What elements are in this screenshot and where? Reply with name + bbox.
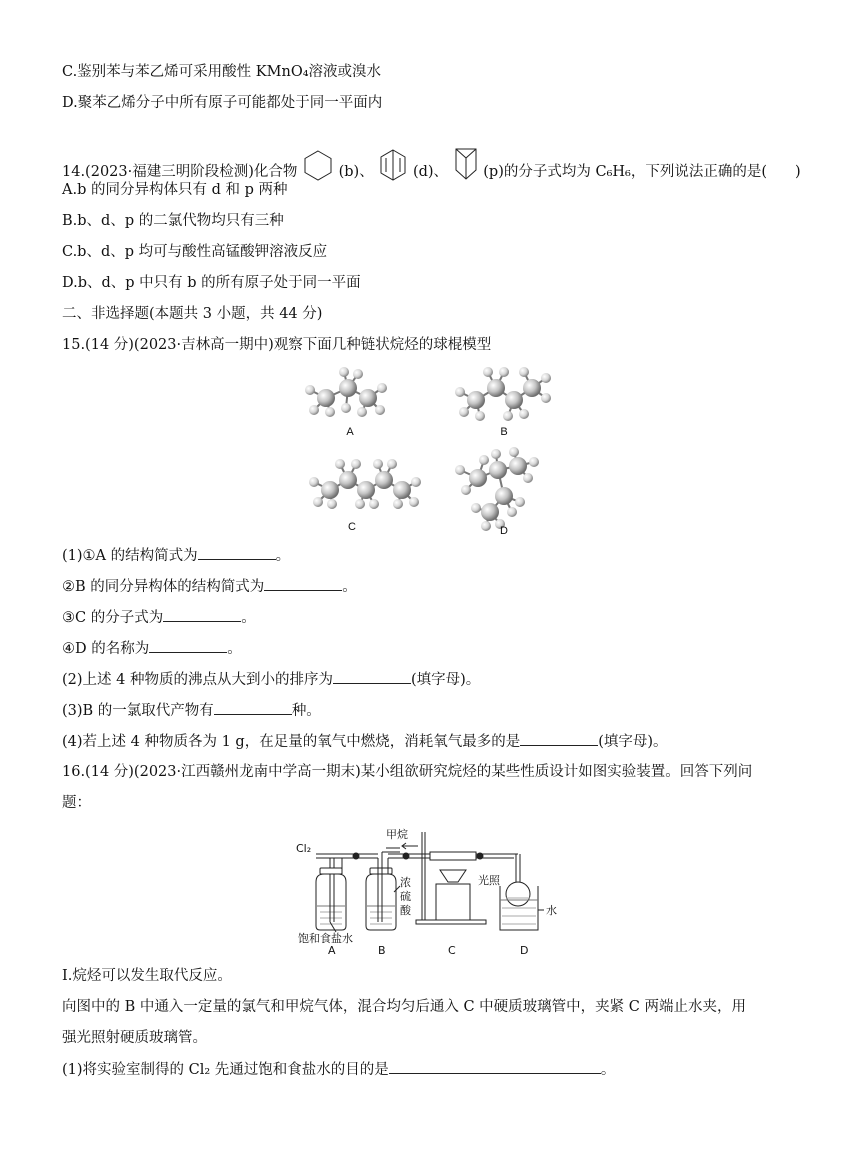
model-d: [455, 447, 539, 531]
q14-prefix: 14.(2023·福建三明阶段检测)化合物: [62, 164, 298, 180]
experiment-apparatus-figure: [290, 822, 560, 956]
answer-blank-4[interactable]: [520, 731, 598, 746]
question-16-stem-line1: 16.(14 分)(2023·江西赣州龙南中学高一期末)某小组欲研究烷烃的某些性质设计如图实验装置。回答下列问: [62, 764, 753, 780]
question-15-stem: 15.(14 分)(2023·吉林高一期中)观察下面几种链状烷烃的球棍模型: [62, 337, 492, 353]
model-d-label: D: [500, 525, 508, 537]
q15-1-a: (1)①A 的结构简式为 。: [62, 545, 290, 566]
q15-1-b: ②B 的同分异构体的结构简式为 。: [62, 576, 357, 597]
benzene-structure-b-icon: [302, 148, 334, 182]
q15-1-c: ③C 的分子式为 。: [62, 607, 256, 628]
ball-and-stick-models-figure: [300, 362, 560, 538]
q15-2: (2)上述 4 种物质的沸点从大到小的排序为 (填字母)。: [62, 669, 480, 690]
option-c-line: C.鉴别苯与苯乙烯可采用酸性 KMnO₄溶液或溴水: [62, 64, 382, 80]
label-c: C: [448, 944, 456, 956]
label-d: D: [520, 944, 529, 956]
model-a: [305, 367, 387, 417]
label-conc-acid-3: 酸: [400, 904, 411, 917]
answer-blank-1d[interactable]: [149, 638, 227, 653]
label-cl2: Cl₂: [296, 842, 312, 855]
answer-blank-2[interactable]: [333, 669, 411, 684]
q14-b-label: (b)、: [338, 164, 374, 180]
model-b: [455, 367, 551, 421]
q15-1-d: ④D 的名称为 。: [62, 638, 242, 659]
q14-option-b: B.b、d、p 的二氯代物均只有三种: [62, 213, 284, 229]
question-16-stem-line2: 题：: [62, 795, 91, 811]
model-c-label: C: [348, 521, 356, 533]
answer-blank-1a[interactable]: [198, 545, 276, 560]
label-b: B: [378, 944, 386, 956]
label-salt-water: 饱和食盐水: [298, 932, 353, 945]
answer-blank-1c[interactable]: [163, 607, 241, 622]
label-conc-acid-1: 浓: [400, 876, 411, 889]
option-d-line: D.聚苯乙烯分子中所有原子可能都处于同一平面内: [62, 95, 383, 111]
q14-suffix: (p)的分子式均为 C₆H₆，下列说法正确的是(: [483, 164, 767, 180]
answer-blank-3[interactable]: [214, 700, 292, 715]
part-1-heading: Ⅰ.烷烃可以发生取代反应。: [62, 968, 232, 984]
q14-d-label: (d)、: [412, 164, 449, 180]
label-methane: 甲烷: [386, 828, 408, 841]
q14-option-c: C.b、d、p 均可与酸性高锰酸钾溶液反应: [62, 244, 328, 260]
prismane-structure-p-icon: [453, 146, 479, 182]
description-line1: 向图中的 B 中通入一定量的氯气和甲烷气体，混合均匀后通入 C 中硬质玻璃管中，夹紧 C 两端止水夹，用: [62, 999, 746, 1015]
q15-3: (3)B 的一氯取代产物有 种。: [62, 700, 321, 721]
dewar-benzene-structure-d-icon: [378, 148, 408, 182]
q16-1: (1)将实验室制得的 Cl₂ 先通过饱和食盐水的目的是 。: [62, 1059, 615, 1080]
q15-4: (4)若上述 4 种物质各为 1 g，在足量的氧气中燃烧，消耗氧气最多的是 (填字母)。: [62, 731, 668, 752]
model-c: [309, 459, 421, 509]
label-water: 水: [546, 904, 557, 917]
question-14-stem: [62, 146, 801, 182]
model-b-label: B: [500, 426, 508, 438]
q14-close: ): [795, 164, 801, 180]
label-light: 光照: [478, 874, 500, 887]
q14-option-a: A.b 的同分异构体只有 d 和 p 两种: [62, 182, 288, 198]
description-line2: 强光照射硬质玻璃管。: [62, 1030, 207, 1046]
label-a: A: [328, 944, 336, 956]
q14-option-d: D.b、d、p 中只有 b 的所有原子处于同一平面: [62, 275, 361, 291]
answer-blank-1b[interactable]: [264, 576, 342, 591]
label-conc-acid-2: 硫: [400, 890, 411, 903]
section-2-heading: 二、非选择题(本题共 3 小题，共 44 分): [62, 306, 323, 322]
answer-blank-16-1[interactable]: [389, 1059, 601, 1074]
model-a-label: A: [346, 426, 354, 438]
